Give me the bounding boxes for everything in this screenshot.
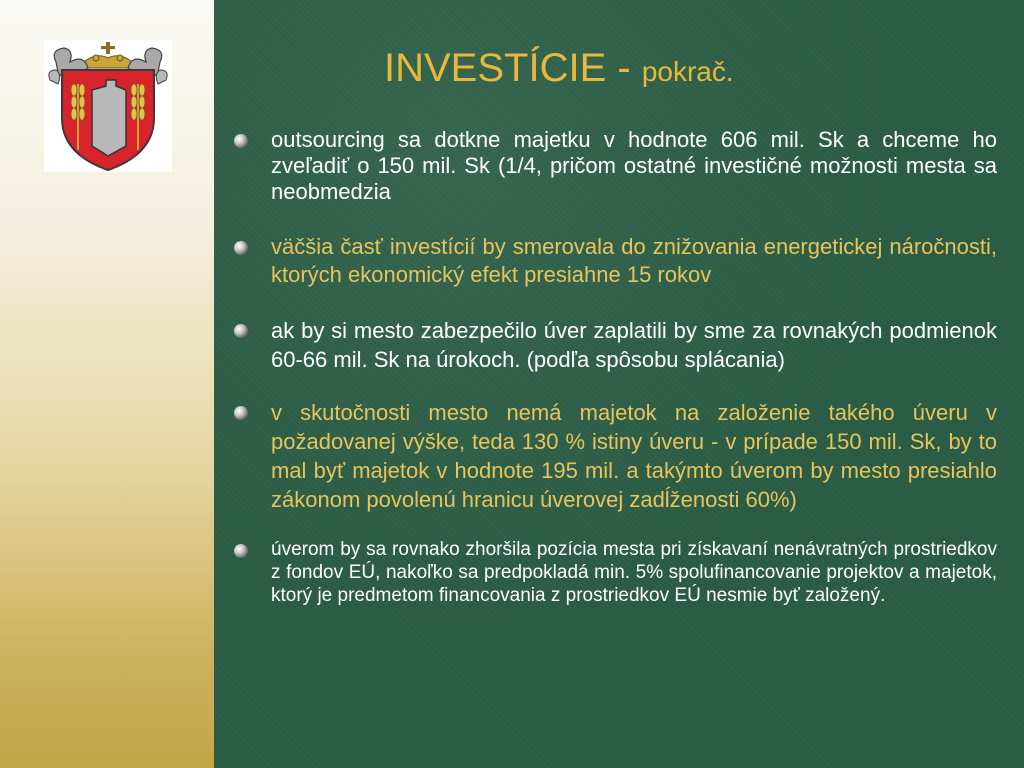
sphere-bullet-icon [234, 134, 248, 148]
sphere-bullet-icon [234, 241, 248, 255]
sphere-bullet-icon [234, 544, 248, 558]
bullet-text: ak by si mesto zabezpečilo úver zaplatili by sme za rovnakých podmienok 60-66 mil. Sk na úrokoch. (podľa spôsobu splácania) [271, 318, 997, 372]
left-panel [0, 0, 214, 768]
sphere-bullet-icon [234, 406, 248, 420]
title-main: INVESTÍCIE - [384, 46, 642, 90]
bullet-text: väčšia časť investícií by smerovala do znižovania energetickej náročnosti, ktorých ekonomický efekt presiahne 15 rokov [271, 234, 997, 287]
slide-title [384, 46, 734, 91]
bullet-text: outsourcing sa dotkne majetku v hodnote 606 mil. Sk a chceme ho zveľadiť o 150 mil. Sk (1/4, pričom ostatné investičné možnosti mesta sa neobmedzia [271, 127, 997, 204]
bullet-item [234, 538, 997, 607]
bullet-list [234, 127, 997, 607]
bullet-item [234, 316, 997, 374]
slide-content [214, 0, 1024, 768]
bullet-item [234, 233, 997, 289]
bullet-text: úverom by sa rovnako zhoršila pozícia mesta pri získavaní nenávratných prostriedkov z fondov EÚ, nakoľko sa predpokladá min. 5% spolufinancovanie projektov a majetok, ktorý je predmetom financovania z prostriedkov EÚ nesmie byť založený. [271, 539, 997, 606]
bullet-text: v skutočnosti mesto nemá majetok na založenie takého úveru v požadovanej výške, teda 130 % istiny úveru - v prípade 150 mil. Sk, by to mal byť majetok v hodnote 195 mil. a takýmto úverom by mesto presiahlo zákonom povolenú hranicu úverovej zadĺženosti 60%) [271, 400, 997, 512]
bullet-item [234, 398, 997, 514]
sphere-bullet-icon [234, 324, 248, 338]
title-subtitle: pokrač. [641, 56, 734, 87]
coat-of-arms-icon [44, 40, 172, 172]
crest-container [44, 40, 172, 172]
bullet-item [234, 127, 997, 205]
